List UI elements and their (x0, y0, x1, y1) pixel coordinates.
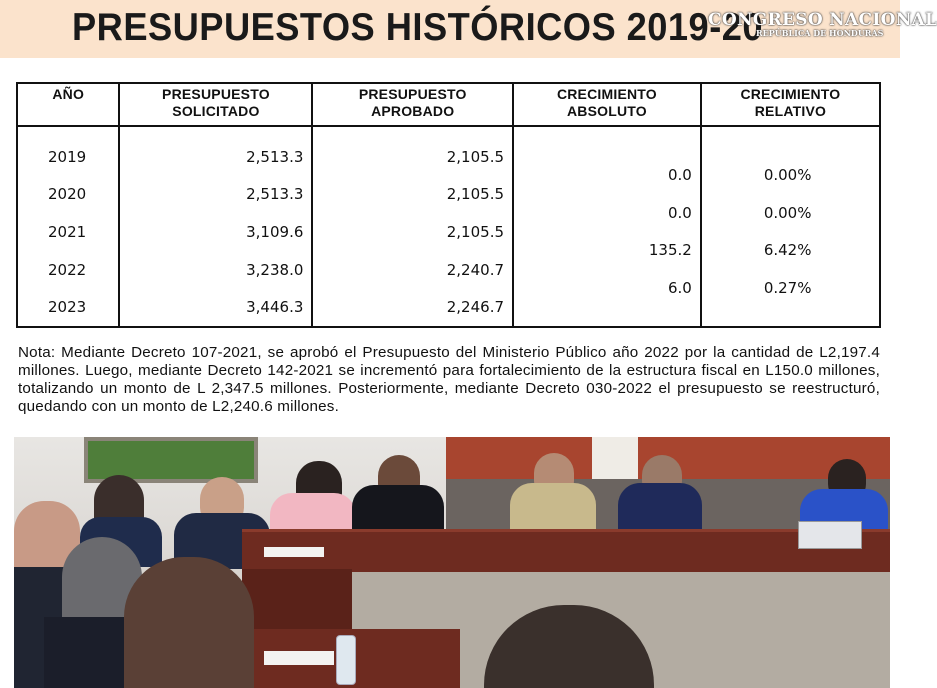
header-requested-line-1: PRESUPUESTO (162, 86, 270, 102)
approved-value: 2,105.5 (446, 223, 505, 241)
absolute-growth-value: 6.0 (667, 279, 692, 297)
approved-column (312, 126, 513, 327)
meeting-photo (14, 437, 890, 688)
header-approved-line-2: APROBADO (371, 103, 455, 119)
header-relative-line-1: CRECIMIENTO (740, 86, 841, 102)
year-column (17, 126, 119, 327)
papers (264, 547, 324, 557)
watermark-line-2: REPÚBLICA DE HONDURAS (756, 28, 884, 38)
approved-value: 2,240.7 (446, 261, 505, 279)
header-approved (312, 83, 513, 126)
year-value: 2019 (48, 148, 87, 166)
congress-watermark (708, 10, 937, 38)
relative-growth-value: 0.00% (763, 204, 812, 222)
header-relative-growth (701, 83, 880, 126)
header-absolute-growth (513, 83, 701, 126)
year-value: 2020 (48, 185, 87, 203)
page-title: PRESUPUESTOS HISTÓRICOS 2019-20 (72, 6, 764, 49)
table-body-row (17, 126, 880, 327)
budget-table (16, 82, 881, 328)
requested-value: 3,238.0 (246, 261, 304, 279)
conference-table (242, 529, 890, 572)
budget-note: Nota: Mediante Decreto 107-2021, se aprobó el Presupuesto del Ministerio Público año 2022 por la cantidad de L2,197.4 millones. Luego, mediante Decreto 142-2021 se incrementó para fortalecimiento de la estructura fiscal en L150.0 millones, totalizando un monto de L 2,347.5 millones. Posteriormente, mediante Decreto 030-2022 el presupuesto se reestructuró, quedando con un monto de L2,240.6 millones. (18, 344, 880, 415)
header-relative-line-2: RELATIVO (754, 103, 827, 119)
approved-value: 2,105.5 (446, 185, 505, 203)
absolute-growth-value: 135.2 (648, 241, 692, 259)
absolute-growth-value: 0.0 (667, 204, 692, 222)
year-value: 2022 (48, 261, 87, 279)
requested-value: 2,513.3 (246, 185, 304, 203)
relative-growth-value: 0.27% (763, 279, 812, 297)
header-absolute-line-2: ABSOLUTO (566, 103, 647, 119)
wall-panel-window (592, 437, 638, 479)
approved-value: 2,105.5 (446, 148, 505, 166)
absolute-growth-value: 0.0 (667, 166, 692, 184)
header-year (17, 83, 119, 126)
relative-growth-value: 0.00% (763, 166, 812, 184)
year-value: 2021 (48, 223, 87, 241)
person-foreground (124, 557, 254, 688)
relative-growth-value: 6.42% (763, 241, 812, 259)
laptop (798, 521, 862, 549)
water-bottle (336, 635, 356, 685)
header-requested-line-2: SOLICITADO (172, 103, 260, 119)
header-requested (119, 83, 312, 126)
table-header-row (17, 83, 880, 126)
year-value: 2023 (48, 298, 87, 316)
approved-value: 2,246.7 (446, 298, 505, 316)
absolute-growth-column (513, 126, 701, 327)
requested-value: 3,446.3 (246, 298, 304, 316)
header-year-label: AÑO (52, 86, 85, 102)
header-approved-line-1: PRESUPUESTO (358, 86, 467, 102)
header-absolute-line-1: CRECIMIENTO (556, 86, 657, 102)
requested-value: 2,513.3 (246, 148, 304, 166)
requested-value: 3,109.6 (246, 223, 304, 241)
title-banner (0, 0, 937, 58)
relative-growth-column (701, 126, 880, 327)
papers (264, 651, 334, 665)
watermark-line-1: CONGRESO NACIONAL (708, 10, 937, 30)
requested-column (119, 126, 312, 327)
